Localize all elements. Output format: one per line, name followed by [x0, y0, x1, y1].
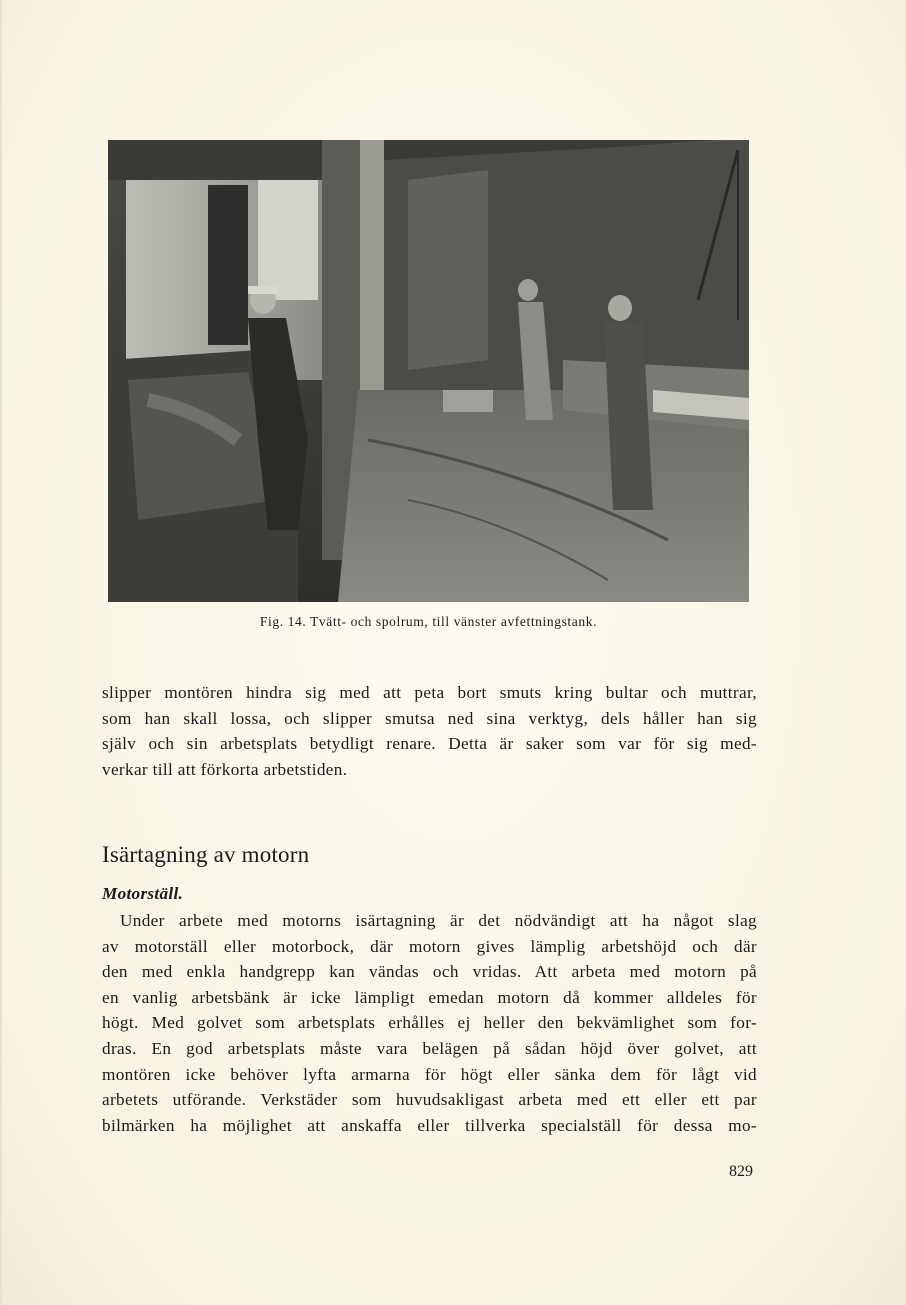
text-line: den med enkla handgrepp kan vändas och vridas. Att arbeta med motorn på [102, 962, 757, 982]
section-subheading: Motorställ. [102, 884, 184, 903]
section-heading: Isärtagning av motorn [102, 842, 310, 867]
text-line: som han skall lossa, och slipper smutsa ned sina verktyg, dels håller han sig [102, 708, 757, 728]
text-line: av motorställ eller motorbock, där motorn gives lämplig arbetshöjd och där [102, 936, 757, 956]
text-line: verkar till att förkorta arbetstiden. [102, 759, 348, 779]
workshop-photo-illustration [108, 140, 749, 602]
page-number: 829 [729, 1163, 753, 1180]
text-line: arbetets utförande. Verkstäder som huvudsakligast arbeta med ett eller ett par [102, 1090, 757, 1110]
text-line: bilmärken ha möjlighet att anskaffa eller tillverka specialställ för dessa mo- [102, 1115, 757, 1135]
text-line: högt. Med golvet som arbetsplats erhålles ej heller den bekvämlighet som for- [102, 1013, 757, 1033]
intro-paragraph [102, 680, 757, 782]
text-line: slipper montören hindra sig med att peta bort smuts kring bultar och muttrar, [102, 683, 757, 702]
text-line: själv och sin arbetsplats betydligt renare. Detta är saker som var för sig med- [102, 734, 757, 754]
figure-caption: Fig. 14. Tvätt- och spolrum, till vänster avfettningstank. [259, 614, 598, 629]
text-line: dras. En god arbetsplats måste vara belägen på sådan höjd över golvet, att [102, 1038, 757, 1058]
section-paragraph [102, 908, 757, 1138]
text-line: montören icke behöver lyfta armarna för högt eller sänka dem för lågt vid [102, 1064, 757, 1084]
text-line: en vanlig arbetsbänk är icke lämpligt emedan motorn då kommer alldeles för [102, 987, 757, 1007]
text-line: Under arbete med motorns isärtagning är det nödvändigt att ha något slag [120, 911, 757, 930]
workshop-photo [108, 140, 749, 602]
